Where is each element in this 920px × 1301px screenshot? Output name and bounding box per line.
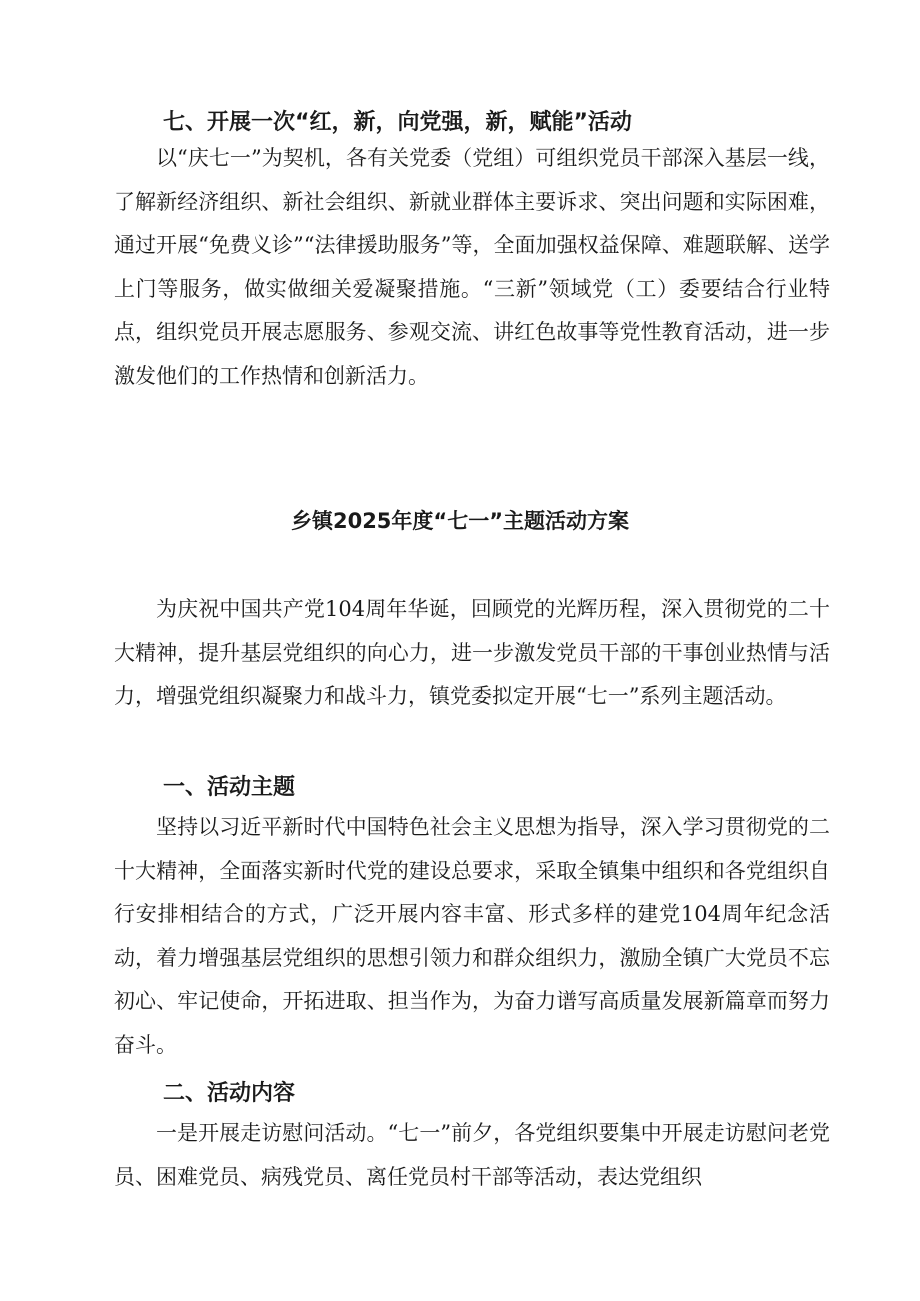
section-one-paragraph: 坚持以习近平新时代中国特色社会主义思想为指导，深入学习贯彻党的二十大精神，全面落实新时代党的建设总要求，采取全镇集中组织和各党组织自行安排相结合的方式，广泛开展内容丰富、形式多样的建党104周年纪念活动，着力增强基层党组织的思想引领力和群众组织力，激励全镇广大党员不忘初心、牢记使命，开拓进取、担当作为，为奋力谱写高质量发展新篇章而努力奋斗。 bbox=[114, 815, 830, 1057]
section-two-heading: 二、活动内容 bbox=[163, 1081, 296, 1106]
section-seven-paragraph: 以“庆七一”为契机，各有关党委（党组）可组织党员干部深入基层一线，了解新经济组织、新社会组织、新就业群体主要诉求、突出问题和实际困难，通过开展“免费义诊”“法律援助服务”等，全面加强权益保障、难题联解、送学上门等服务，做实做细关爱凝聚措施。“三新”领域党（工）委要结合行业特点，组织党员开展志愿服务、参观交流、讲红色故事等党性教育活动，进一步激发他们的工作热情和创新活力。 bbox=[114, 146, 830, 388]
section-one-heading: 一、活动主题 bbox=[163, 775, 296, 800]
section-seven-heading: 七、开展一次“红，新，向党强，新，赋能”活动 bbox=[163, 110, 632, 135]
intro-paragraph: 为庆祝中国共产党104周年华诞，回顾党的光辉历程，深入贯彻党的二十大精神，提升基层党组织的向心力，进一步激发党员干部的干事创业热情与活力，增强党组织凝聚力和战斗力，镇党委拟定开展“七一”系列主题活动。 bbox=[114, 597, 830, 708]
section-two-paragraph: 一是开展走访慰问活动。“七一”前夕，各党组织要集中开展走访慰问老党员、困难党员、病残党员、离任党员村干部等活动，表达党组织 bbox=[114, 1121, 830, 1189]
document-title: 乡镇2025年度“七一”主题活动方案 bbox=[290, 509, 630, 533]
